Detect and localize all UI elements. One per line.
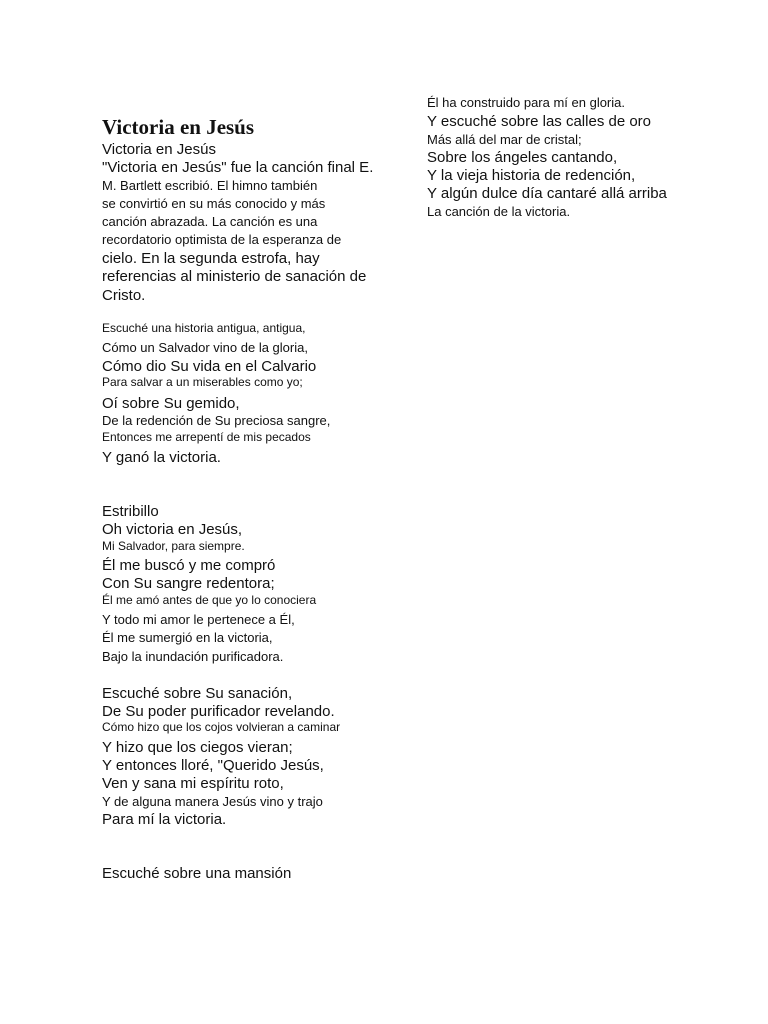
text-line: Y entonces lloré, "Querido Jesús, — [102, 757, 324, 774]
text-line: Cómo hizo que los cojos volvieran a caminar — [102, 720, 341, 734]
text-line: Sobre los ángeles cantando, — [427, 149, 618, 166]
text-line: Y la vieja historia de redención, — [427, 167, 636, 184]
text-line: Cómo dio Su vida en el Calvario — [102, 358, 317, 375]
text-line: Él me amó antes de que yo lo conociera — [102, 593, 317, 607]
text-line: Oh victoria en Jesús, — [102, 521, 243, 538]
text-line: Para mí la victoria. — [102, 811, 227, 828]
text-line: Él me buscó y me compró — [102, 557, 276, 574]
text-line: "Victoria en Jesús" fue la canción final E. — [102, 159, 374, 176]
text-line: se convirtió en su más conocido y más — [102, 196, 326, 211]
text-line: Con Su sangre redentora; — [102, 575, 275, 592]
text-line: La canción de la victoria. — [427, 204, 571, 219]
text-line: M. Bartlett escribió. El himno también — [102, 178, 318, 193]
text-line: Y ganó la victoria. — [102, 449, 221, 466]
text-line: Y hizo que los ciegos vieran; — [102, 739, 293, 756]
text-line: recordatorio optimista de la esperanza de — [102, 232, 342, 247]
text-line: Escuché sobre Su sanación, — [102, 685, 293, 702]
text-line: Ven y sana mi espíritu roto, — [102, 775, 284, 792]
text-line: De la redención de Su preciosa sangre, — [102, 413, 331, 428]
text-line: Y de alguna manera Jesús vino y trajo — [102, 794, 323, 809]
text-line: canción abrazada. La canción es una — [102, 214, 318, 229]
text-line: Cristo. — [102, 287, 146, 304]
text-line: Para salvar a un miserables como yo; — [102, 375, 303, 389]
text-line: Y todo mi amor le pertenece a Él, — [102, 612, 295, 627]
text-line: cielo. En la segunda estrofa, hay — [102, 250, 320, 267]
page-title: Victoria en Jesús — [102, 115, 255, 139]
text-line: Él me sumergió en la victoria, — [102, 630, 273, 645]
text-line: Victoria en Jesús — [102, 141, 216, 158]
text-line: Escuché una historia antigua, antigua, — [102, 321, 306, 335]
text-line: referencias al ministerio de sanación de — [102, 268, 367, 285]
text-line: Y algún dulce día cantaré allá arriba — [427, 185, 667, 202]
text-line: Escuché sobre una mansión — [102, 865, 292, 882]
text-line: Oí sobre Su gemido, — [102, 395, 240, 412]
text-line: De Su poder purificador revelando. — [102, 703, 335, 720]
text-line: Mi Salvador, para siempre. — [102, 539, 245, 553]
text-line: Cómo un Salvador vino de la gloria, — [102, 340, 308, 355]
text-line: Entonces me arrepentí de mis pecados — [102, 430, 311, 444]
text-line: Estribillo — [102, 503, 159, 520]
text-line: Él ha construido para mí en gloria. — [427, 95, 625, 110]
text-line: Y escuché sobre las calles de oro — [427, 113, 652, 130]
text-line: Más allá del mar de cristal; — [427, 132, 582, 147]
text-line: Bajo la inundación purificadora. — [102, 649, 284, 664]
